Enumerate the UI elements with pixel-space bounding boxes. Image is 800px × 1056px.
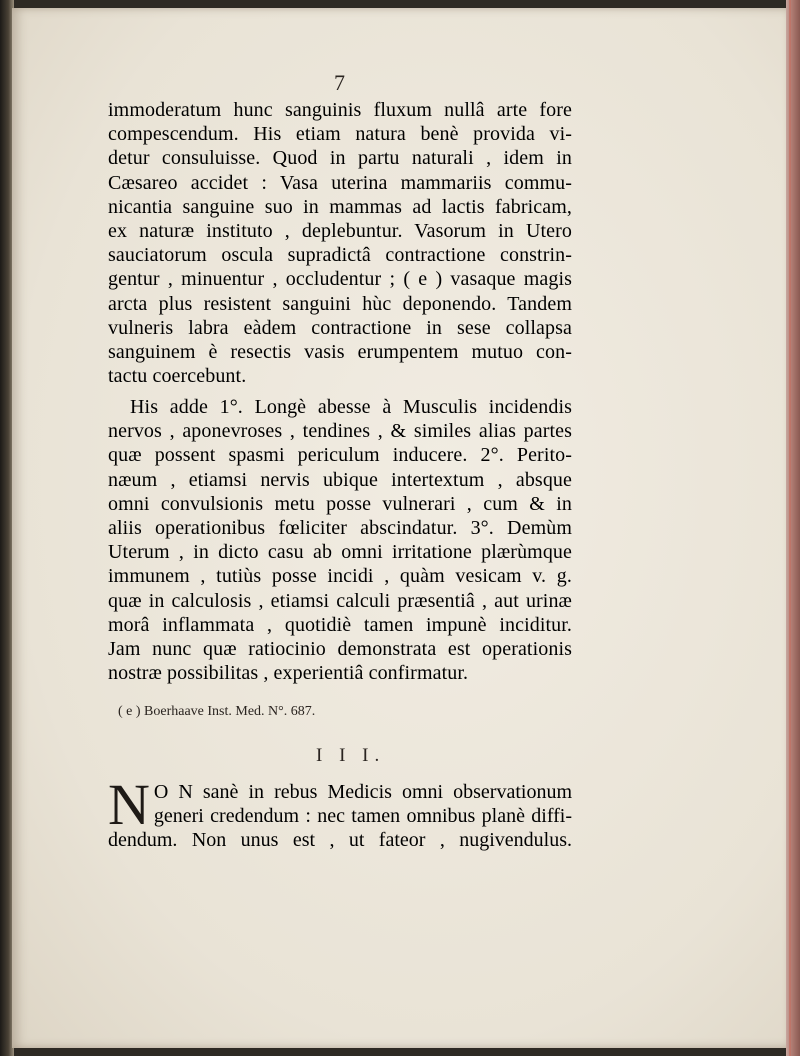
text-line: aliis operationibus fœliciter abscindatur. 3°. Demùm <box>108 517 572 540</box>
text-line: quæ in calculosis , etiamsi calculi præsentiâ , aut urinæ <box>108 589 572 612</box>
page-right-edge <box>786 0 800 1056</box>
text-line: detur consuluisse. Quod in partu naturali , idem in <box>108 147 572 170</box>
text-line: næum , etiamsi nervis ubique intertextum , absque <box>108 468 572 491</box>
section-heading: I I I. <box>316 745 386 766</box>
paragraph-1 <box>108 98 572 388</box>
text-line: nicantia sanguine suo in mammas ad lactis fabricam, <box>108 195 572 218</box>
text-line: Jam nunc quæ ratiocinio demonstrata est operationis <box>108 638 572 661</box>
text-line: His adde 1°. Longè abesse à Musculis incidendis <box>130 396 572 418</box>
text-line: nervos , aponevroses , tendines , & similes alias partes <box>108 420 572 443</box>
text-line: nostræ possibilitas , experientiâ confirmatur. <box>108 662 469 685</box>
text-line: gentur , minuentur , occludentur ; ( e ) vasaque magis <box>108 268 572 291</box>
paragraph-2 <box>108 395 572 685</box>
text-line: sauciatorum oscula supradictâ contractione constrin- <box>108 244 572 267</box>
page-number: 7 <box>334 70 345 95</box>
text-line: compescendum. His etiam natura benè provida vi- <box>108 123 572 146</box>
text-line: Cæsareo accidet : Vasa uterina mammariis commu- <box>108 171 572 194</box>
text-line: Uterum , in dicto casu ab omni irritatione plærùmque <box>108 541 572 564</box>
text-line: quæ possent spasmi periculum inducere. 2°. Perito- <box>108 444 572 467</box>
text-line: ex naturæ instituto , deplebuntur. Vasorum in Utero <box>108 220 572 243</box>
text-line: omni convulsionis metu posse vulnerari , cum & in <box>108 492 572 515</box>
text-line: morâ inflammata , quotidiè tamen impunè inciditur. <box>108 613 572 636</box>
text-line: O N sanè in rebus Medicis omni observationum <box>153 781 572 803</box>
text-line: arcta plus resistent sanguini hùc deponendo. Tandem <box>108 292 572 315</box>
text-line: vulneris labra eàdem contractione in sese collapsa <box>108 316 572 339</box>
text-line: immoderatum hunc sanguinis fluxum nullâ arte fore <box>108 99 572 121</box>
text-line: sanguinem è resectis vasis erumpentem mutuo con- <box>108 341 572 364</box>
text-line: generi credendum : nec tamen omnibus planè diffi- <box>153 805 572 828</box>
text-line: immunem , tutiùs posse incidi , quàm vesicam v. g. <box>108 565 572 588</box>
drop-cap: N <box>108 772 150 837</box>
text-line: tactu coercebunt. <box>108 365 247 388</box>
text-line: dendum. Non unus est , ut fateor , nugivendulus. <box>108 829 572 852</box>
footnote: ( e ) Boerhaave Inst. Med. N°. 687. <box>118 704 316 719</box>
paragraph-3 <box>108 772 572 853</box>
